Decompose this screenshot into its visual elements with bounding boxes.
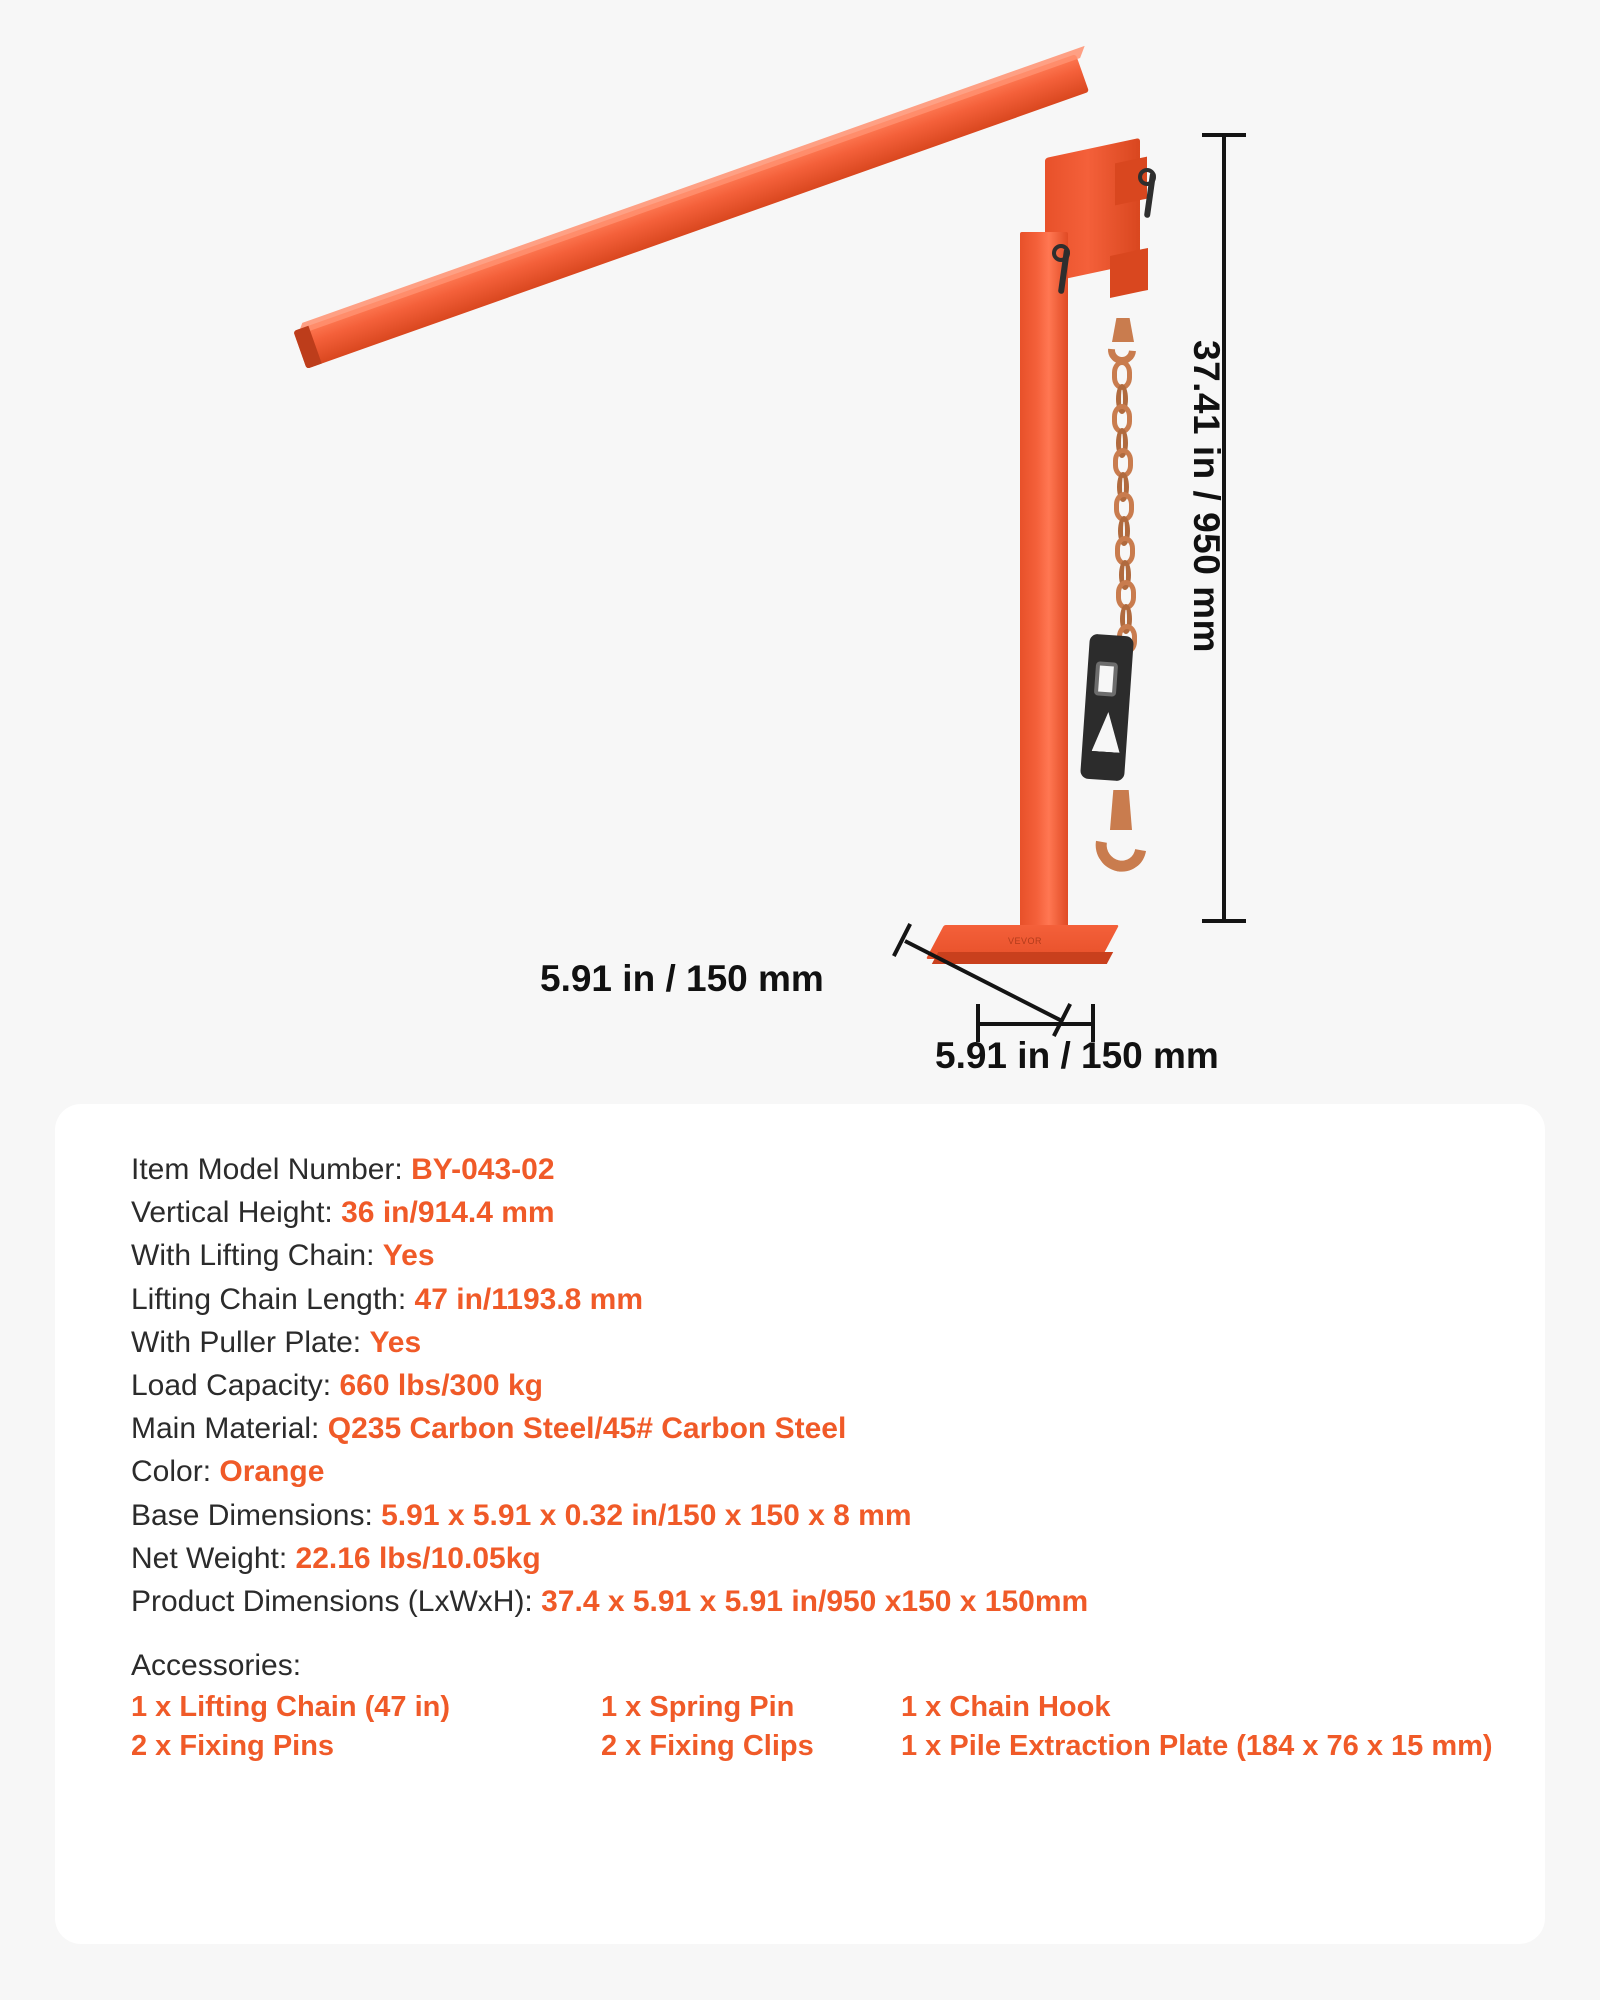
specification-card (55, 1104, 1545, 1944)
spec-row (55, 1450, 1545, 1493)
spec-label: Main Material: (131, 1412, 320, 1446)
height-dimension-cap-bottom (1202, 919, 1246, 923)
plate-hole-upper (1094, 661, 1118, 696)
spec-label: Base Dimensions: (131, 1498, 373, 1532)
accessory-item: 1 x Lifting Chain (47 in) (131, 1691, 451, 1724)
spec-row (55, 1364, 1545, 1407)
depth-dimension-label: 5.91 in / 150 mm (540, 958, 824, 999)
lifting-chain (1104, 300, 1144, 660)
spec-value: Orange (219, 1455, 325, 1489)
spec-label: Net Weight: (131, 1541, 288, 1575)
accessory-item: 2 x Fixing Clips (601, 1730, 814, 1763)
accessory-item: 1 x Chain Hook (901, 1691, 1111, 1724)
height-dimension-label: 37.41 in / 950 mm (1186, 340, 1227, 653)
spec-row (55, 1148, 1545, 1191)
spec-value: 5.91 x 5.91 x 0.32 in/150 x 150 x 8 mm (381, 1498, 912, 1532)
accessory-item: 1 x Pile Extraction Plate (184 x 76 x 15 mm) (901, 1730, 1493, 1763)
spec-label: Vertical Height: (131, 1196, 333, 1230)
base-brand-stamp: VEVOR (1008, 936, 1043, 946)
spec-label: Item Model Number: (131, 1153, 403, 1186)
boom-arm (293, 54, 1089, 369)
spec-row (55, 1321, 1545, 1364)
accessory-item: 1 x Spring Pin (601, 1691, 795, 1724)
chain-hook-lower-icon (1092, 790, 1152, 890)
spec-value: 47 in/1193.8 mm (414, 1282, 644, 1316)
vertical-post (1020, 232, 1068, 932)
spec-row (55, 1191, 1545, 1234)
fixing-pin-icon (1138, 172, 1164, 218)
spec-row (55, 1234, 1545, 1277)
spec-value: 37.4 x 5.91 x 5.91 in/950 x150 x 150mm (541, 1584, 1089, 1618)
width-dimension-label: 5.91 in / 150 mm (935, 1035, 1219, 1076)
spec-value: BY-043-02 (411, 1153, 555, 1186)
spec-row (55, 1580, 1545, 1623)
spec-value: Yes (369, 1325, 422, 1359)
accessories-list (55, 1691, 1545, 1763)
pile-extraction-plate (1080, 634, 1134, 782)
spec-label: Color: (131, 1455, 212, 1489)
spec-label: Load Capacity: (131, 1368, 332, 1402)
accessory-item: 2 x Fixing Pins (131, 1730, 335, 1763)
base-plate-edge (932, 952, 1113, 964)
spec-row (55, 1278, 1545, 1321)
spec-label: With Puller Plate: (131, 1325, 362, 1359)
spec-row (55, 1537, 1545, 1580)
spec-row (55, 1407, 1545, 1450)
spec-value: 36 in/914.4 mm (341, 1196, 555, 1230)
head-lug-lower (1110, 248, 1148, 298)
spec-value: Yes (382, 1239, 435, 1273)
spec-value: 22.16 lbs/10.05kg (295, 1541, 541, 1575)
width-dimension-line (978, 1022, 1093, 1026)
accessories-title: Accessories: (131, 1649, 302, 1683)
spec-label: Product Dimensions (LxWxH): (131, 1584, 533, 1618)
boom-arm-highlight (298, 46, 1085, 335)
spec-label: Lifting Chain Length: (131, 1282, 407, 1316)
spec-value: 660 lbs/300 kg (339, 1368, 543, 1402)
spec-value: Q235 Carbon Steel/45# Carbon Steel (327, 1412, 847, 1446)
spec-row (55, 1494, 1545, 1537)
fixing-pin-icon (1052, 248, 1078, 294)
spec-label: With Lifting Chain: (131, 1239, 375, 1273)
